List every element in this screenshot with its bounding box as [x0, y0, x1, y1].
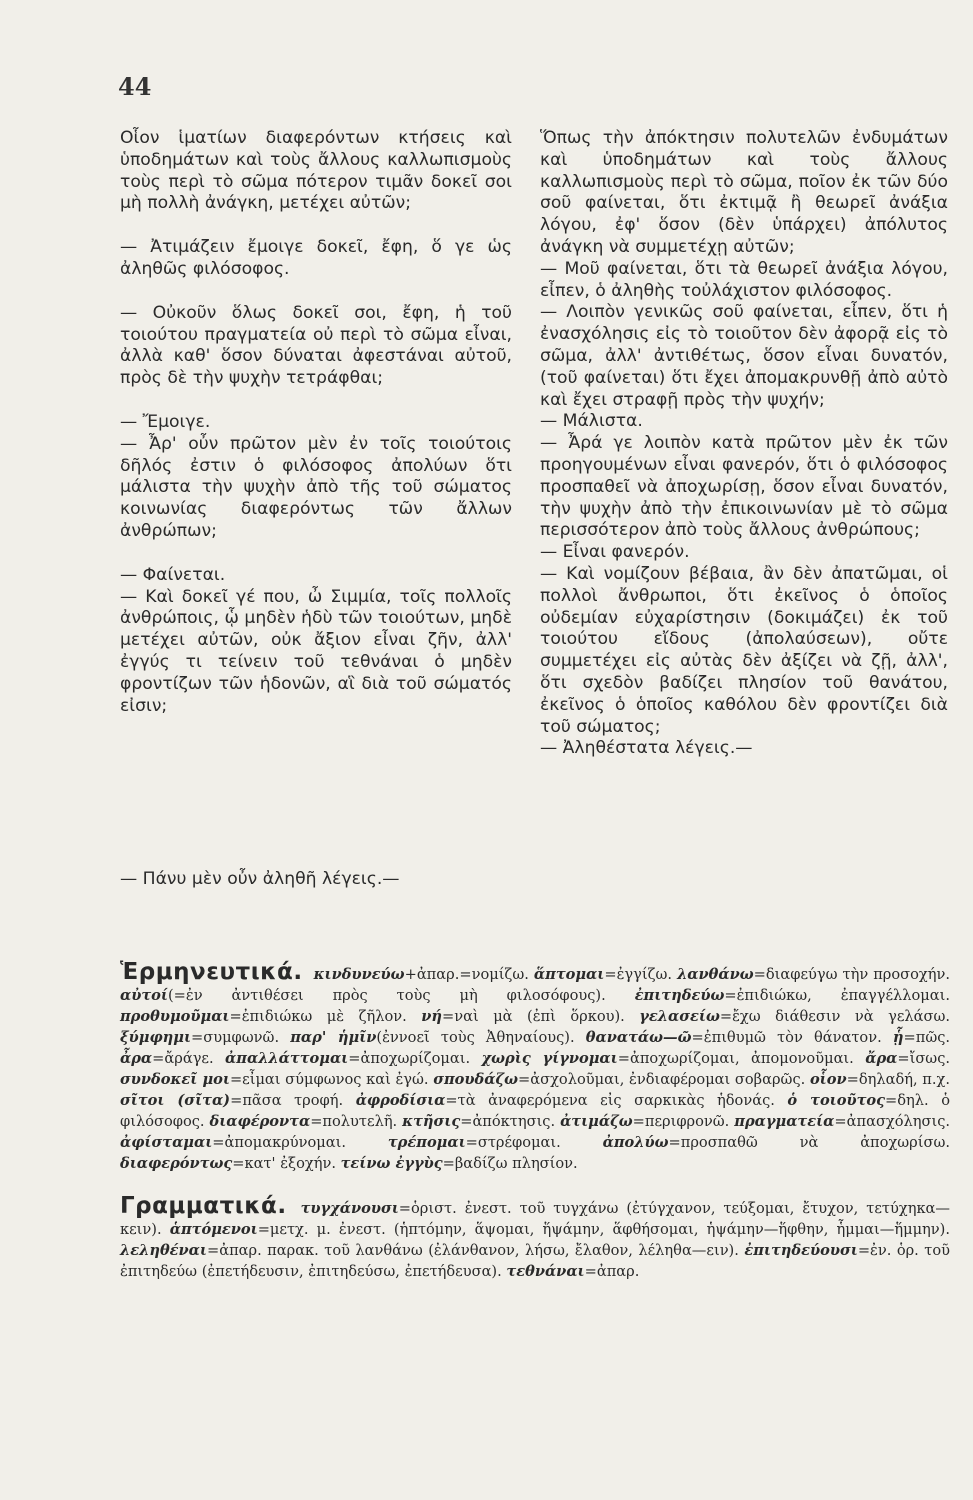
- note-gloss: =ναὶ μὰ (ἐπὶ ὅρκου).: [442, 1008, 625, 1025]
- note-gloss: =κατ' ἐξοχήν.: [232, 1155, 336, 1172]
- note-gloss: =ἀπαρ. παρακ. τοῦ λανθάνω (ἐλάνθανον, λήσω, ἔλαθον, λέληθα—ειν).: [206, 1242, 739, 1259]
- note-lemma: παρ' ἡμῖν: [290, 1029, 377, 1046]
- note-lemma: τυγχάνουσι: [300, 1200, 399, 1217]
- note-entry: [421, 1008, 625, 1025]
- note-lemma: ἅπτομαι: [533, 966, 605, 983]
- interpretive-list: [120, 966, 950, 1172]
- note-entry: [506, 1263, 639, 1280]
- note-lemma: ἀπολύω: [602, 1134, 669, 1151]
- text-paragraph: — Ἆρ' οὖν πρῶτον μὲν ἐν τοῖς τοιούτοις δῆλός ἐστιν ὁ φιλόσοφος ἀπολύων ὅτι μάλιστα τὴν ψυχὴν ἀπὸ τῆς τοῦ σώματος κοινωνίας διαφερόντως τῶν ἄλλων ἀνθρώπων;: [120, 433, 512, 541]
- note-entry: [402, 1113, 555, 1130]
- text-paragraph: Ὅπως τὴν ἀπόκτησιν πολυτελῶν ἐνδυμάτων καὶ ὑποδημάτων καὶ τοὺς ἄλλους καλλωπισμοὺς περὶ τὸ σῶμα, ποῖον ἐκ τῶν δύο σοῦ φαίνεται, ὅτι ἐκτιμᾷ ἢ θεωρεῖ ἀνάξια λόγου, ἐφ' ὅσον (δὲν ὑπάρχει) ἀπόλυτος ἀνάγκη νὰ συμμετέχῃ αὐτῶν;: [540, 128, 948, 257]
- text-paragraph: Οἷον ἱματίων διαφερόντων κτήσεις καὶ ὑποδημάτων καὶ τοὺς ἄλλους καλλωπισμοὺς τοὺς περὶ τὸ σῶμα πότερον τιμᾶν δοκεῖ σοι μὴ πολλὴ ἀνάγκη, μετέχει αὐτῶν;: [120, 128, 512, 214]
- grammatical-heading: Γραμματικά.: [120, 1193, 287, 1219]
- note-gloss: =στρέφομαι.: [465, 1134, 561, 1151]
- note-entry: [120, 1071, 429, 1088]
- note-lemma: συνδοκεῖ μοι: [120, 1071, 230, 1088]
- note-lemma: λανθάνω: [677, 966, 754, 983]
- note-gloss: =ἐπιθυμῶ τὸν θάνατον.: [691, 1029, 882, 1046]
- text-paragraph: — Οὐκοῦν ὅλως δοκεῖ σοι, ἔφη, ἡ τοῦ τοιούτου πραγματεία οὐ περὶ τὸ σῶμα εἶναι, ἀλλὰ καθ' ὅσον δύναται ἀφεστάναι αὐτοῦ, πρὸς δὲ τὴν ψυχὴν τετράφθαι;: [120, 302, 512, 389]
- page-number: 44: [118, 72, 152, 101]
- text-paragraph: — Ἔμοιγε.: [120, 411, 211, 432]
- note-gloss: =ἀσχολοῦμαι, ἐνδιαφέρομαι σοβαρῶς.: [518, 1071, 806, 1088]
- note-entry: [225, 1050, 470, 1067]
- note-entry: [120, 987, 606, 1004]
- note-gloss: =ἐπιδιώκω μὲ ζῆλον.: [229, 1008, 407, 1025]
- note-entry: [677, 966, 950, 983]
- note-gloss: =ἴσως.: [897, 1050, 951, 1067]
- note-gloss: =ἄράγε.: [152, 1050, 214, 1067]
- note-gloss: =βαδίζω πλησίον.: [442, 1155, 578, 1172]
- note-lemma: ἐπιτηδεύουσι: [744, 1242, 858, 1259]
- note-gloss: =ἔχω διάθεσιν νὰ γελάσω.: [719, 1008, 950, 1025]
- note-lemma: ἄρα: [865, 1050, 898, 1067]
- note-entry: [534, 966, 672, 983]
- note-lemma: αὐτοί: [120, 987, 168, 1004]
- note-entry: [639, 1008, 950, 1025]
- note-entry: [120, 1050, 214, 1067]
- note-gloss: =συμφωνῶ.: [191, 1029, 280, 1046]
- interpretive-heading: Ἑρμηνευτικά.: [120, 959, 303, 985]
- note-lemma: οἷον: [809, 1071, 847, 1088]
- note-gloss: =πᾶσα τροφή.: [230, 1092, 344, 1109]
- note-entry: [341, 1155, 578, 1172]
- note-gloss: (=ἐν ἀντιθέσει πρὸς τοὺς μὴ φιλοσόφους).: [167, 987, 606, 1004]
- note-lemma: νή: [421, 1008, 443, 1025]
- text-paragraph: — Ἀληθέστατα λέγεις.—: [540, 738, 753, 759]
- text-paragraph: — Εἶναι φανερόν.: [540, 542, 690, 563]
- note-lemma: σπουδάζω: [433, 1071, 519, 1088]
- note-lemma: διαφέροντα: [209, 1113, 311, 1130]
- grammatical-notes: [120, 1193, 951, 1282]
- note-lemma: ᾗ: [892, 1029, 904, 1046]
- note-gloss: +ἀπαρ.=νομίζω.: [404, 966, 529, 983]
- text-paragraph: — Μάλιστα.: [540, 411, 643, 432]
- note-lemma: ἀφίσταμαι: [120, 1134, 213, 1151]
- note-lemma: ἆρα: [120, 1050, 153, 1067]
- note-entry: [482, 1050, 854, 1067]
- note-entry: [120, 1134, 346, 1151]
- note-lemma: πραγματεία: [734, 1113, 835, 1130]
- note-lemma: ἀπαλλάττομαι: [225, 1050, 349, 1067]
- note-lemma: τεθνάναι: [506, 1263, 585, 1280]
- note-lemma: ἐπιτηδεύω: [634, 987, 725, 1004]
- note-entry: [120, 1008, 407, 1025]
- note-lemma: ἀφροδίσια: [355, 1092, 446, 1109]
- note-lemma: τείνω ἐγγὺς: [340, 1155, 443, 1172]
- note-entry: [734, 1113, 950, 1130]
- note-gloss: =τὰ ἀναφερόμενα εἰς σαρκικὰς ἡδονάς.: [445, 1092, 775, 1109]
- text-paragraph: — Καὶ δοκεῖ γέ που, ὦ Σιμμία, τοῖς πολλοῖς ἀνθρώποις, ᾧ μηδὲν ἡδὺ τῶν τοιούτων, μηδὲ μετέχει αὐτῶν, οὐκ ἄξιον εἶναι ζῆν, ἀλλ' ἐγγύς τι τείνειν τοῦ τεθνάναι ὁ μηδὲν φροντίζων τῶν ἡδονῶν, αἳ διὰ τοῦ σώματός εἰσιν;: [120, 586, 512, 716]
- note-lemma: λεληθέναι: [120, 1242, 207, 1259]
- note-lemma: σῖτοι (σῖτα): [120, 1092, 231, 1109]
- note-gloss: =ἐγγίζω.: [604, 966, 673, 983]
- note-entry: [388, 1134, 561, 1151]
- note-lemma: διαφερόντως: [120, 1155, 233, 1172]
- note-lemma: τρέπομαι: [387, 1134, 466, 1151]
- text-paragraph: — Φαίνεται.: [120, 564, 226, 585]
- note-entry: [810, 1071, 950, 1088]
- note-entry: [290, 1029, 574, 1046]
- note-gloss: =διαφεύγω τὴν προσοχήν.: [753, 966, 951, 983]
- note-lemma: θανατάω—ῶ: [585, 1029, 692, 1046]
- note-lemma: ξύμφημι: [120, 1029, 192, 1046]
- text-paragraph: — Ἆρά γε λοιπὸν κατὰ πρῶτον μὲν ἐκ τῶν προηγουμένων εἶναι φανερόν, ὅτι ὁ φιλόσοφος προσπαθεῖ νὰ ἀποχωρίσῃ, ὅσον εἶναι δυνατόν, τὴν ψυχὴν ἀπὸ τὴν ἐπικοινωνίαν μὲ τὸ σῶμα περισσότερον ἀπὸ τοὺς ἄλλους ἀνθρώπους;: [540, 433, 948, 541]
- note-entry: [865, 1050, 950, 1067]
- note-lemma: γελασείω: [639, 1008, 720, 1025]
- text-paragraph: — Λοιπὸν γενικῶς σοῦ φαίνεται, εἶπεν, ὅτι ἡ ἐνασχόλησις εἰς τὸ τοιοῦτον δὲν ἀφορᾷ εἰς τὸ σῶμα, ἀλλ' ἀντιθέτως, ὅσον εἶναι δυνατόν, (τοῦ φαίνεται) ὅτι ἔχει ἀπομακρυνθῇ ἀπὸ αὐτὸ καὶ ἔχει στραφῇ πρὸς τὴν ψυχήν;: [540, 302, 948, 410]
- note-gloss: =ὁριστ. ἐνεστ. τοῦ τυγχάνω (ἐτύγχανον, τεύξομαι, ἔτυχον, τετύχηκα—κειν).: [120, 1200, 951, 1238]
- text-paragraph: — Μοῦ φαίνεται, ὅτι τὰ θεωρεῖ ἀνάξια λόγου, εἶπεν, ὁ ἀληθὴς τοὐλάχιστον φιλόσοφος.: [540, 258, 948, 301]
- interpretive-notes: [120, 959, 951, 1174]
- note-gloss: (ἐννοεῖ τοὺς Ἀθηναίους).: [376, 1029, 575, 1046]
- note-lemma: ἁπτόμενοι: [169, 1221, 258, 1238]
- note-gloss: =δηλ. ὁ φιλόσοφος.: [120, 1092, 951, 1130]
- text-paragraph: — Καὶ νομίζουν βέβαια, ἂν δὲν ἀπατῶμαι, οἱ πολλοὶ ἄνθρωποι, ὅτι ἐκεῖνος ὁ ὁποῖος οὐδεμίαν εὐχαρίστησιν (δοκιμάζει) ἐκ τοῦ τοιούτου εἴδους (ἀπολαύσεων), οὔτε συμμετέχει εἰς αὐτὰς δὲν ἀξίζει νὰ ζῇ, ἀλλ', ὅτι σχεδὸν βαδίζει πλησίον τοῦ θανάτου, ἐκεῖνος ὁ ὁποῖος καθόλου δὲν φροντίζει διὰ τοῦ σώματος;: [540, 563, 948, 737]
- note-lemma: χωρὶς γίγνομαι: [481, 1050, 618, 1067]
- note-entry: [209, 1113, 397, 1130]
- note-entry: [560, 1113, 729, 1130]
- note-lemma: προθυμοῦμαι: [120, 1008, 230, 1025]
- note-gloss: =εἶμαι σύμφωνος καὶ ἐγώ.: [229, 1071, 429, 1088]
- note-entry: [433, 1071, 805, 1088]
- note-entry: [120, 1155, 336, 1172]
- note-gloss: =περιφρονῶ.: [632, 1113, 730, 1130]
- note-entry: [356, 1092, 775, 1109]
- note-gloss: =προσπαθῶ νὰ ἀποχωρίσω.: [668, 1134, 950, 1151]
- note-entry: [603, 1134, 950, 1151]
- note-gloss: =μετχ. μ. ἐνεστ. (ἡπτόμην, ἅψομαι, ἥψάμην, ἅφθήσομαι, ἡψάμην—ἥφθην, ἧμμαι—ἥμμην).: [257, 1221, 951, 1238]
- note-lemma: κινδυνεύω: [313, 966, 405, 983]
- note-gloss: =πῶς.: [903, 1029, 951, 1046]
- note-entry: [586, 1029, 882, 1046]
- note-gloss: =ἀπασχόλησις.: [834, 1113, 951, 1130]
- note-entry: [635, 987, 950, 1004]
- text-paragraph: — Πάνυ μὲν οὖν ἀληθῆ λέγεις.—: [120, 869, 400, 890]
- note-entry: [170, 1221, 950, 1238]
- note-gloss: =ἀποχωρίζομαι.: [348, 1050, 471, 1067]
- note-gloss: =ἀπόκτησις.: [460, 1113, 556, 1130]
- note-lemma: κτῆσις: [402, 1113, 461, 1130]
- note-entry: [314, 966, 529, 983]
- note-gloss: =δηλαδή, π.χ.: [846, 1071, 950, 1088]
- notes-section: [120, 959, 951, 1282]
- note-lemma: ἀτιμάζω: [560, 1113, 633, 1130]
- note-gloss: =ἐπιδιώκω, ἐπαγγέλλομαι.: [724, 987, 950, 1004]
- note-gloss: =ἀποχωρίζομαι, ἀπομονοῦμαι.: [617, 1050, 854, 1067]
- note-entry: [120, 1029, 279, 1046]
- greek-text-column: [120, 128, 512, 891]
- note-entry: [893, 1029, 950, 1046]
- text-paragraph: — Ἀτιμάζειν ἔμοιγε δοκεῖ, ἔφη, ὅ γε ὡς ἀληθῶς φιλόσοφος.: [120, 237, 512, 279]
- note-entry: [120, 1242, 739, 1259]
- note-gloss: =πολυτελῆ.: [310, 1113, 398, 1130]
- note-gloss: =ἀπαρ.: [584, 1263, 640, 1280]
- note-gloss: =ἐν. ὁρ. τοῦ ἐπιτηδεύω (ἐπετήδευσιν, ἐπιτηδεύσω, ἐπετήδευσα).: [120, 1242, 950, 1280]
- note-entry: [120, 1092, 343, 1109]
- note-lemma: ὁ τοιοῦτος: [787, 1092, 886, 1109]
- translation-column: [540, 128, 948, 760]
- note-gloss: =ἀπομακρύνομαι.: [212, 1134, 347, 1151]
